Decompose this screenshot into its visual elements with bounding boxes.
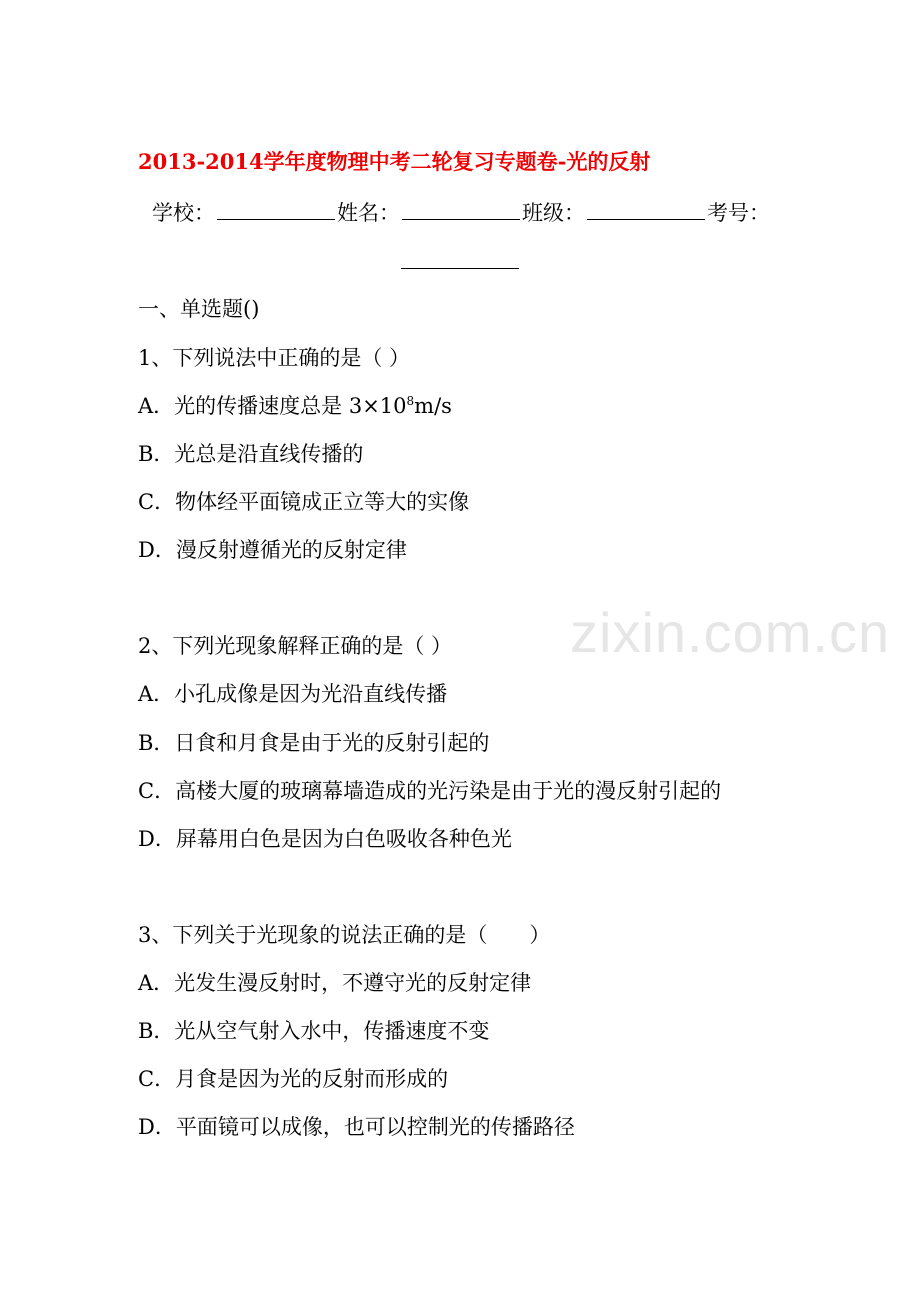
question-2-stem: 2、下列光现象解释正确的是（ ） [138, 634, 453, 658]
watermark: zixin.com.cn [570, 601, 891, 664]
class-blank[interactable] [587, 200, 705, 220]
question-1-option-c: C．物体经平面镜成正立等大的实像 [138, 490, 470, 514]
name-label: 姓名： [337, 201, 400, 225]
question-2-option-d: D．屏幕用白色是因为白色吸收各种色光 [138, 827, 512, 851]
question-2-option-a: A．小孔成像是因为光沿直线传播 [138, 682, 448, 706]
school-label: 学校： [152, 201, 215, 225]
question-3-stem: 3、下列关于光现象的说法正确的是（ ） [138, 923, 551, 947]
document-title: 2013-2014学年度物理中考二轮复习专题卷-光的反射 [138, 149, 651, 174]
number-blank[interactable] [401, 250, 519, 269]
exponent: 8 [406, 394, 415, 408]
question-1-option-b: B．光总是沿直线传播的 [138, 442, 364, 466]
section-heading: 一、单选题() [138, 297, 260, 321]
question-3-option-c: C．月食是因为光的反射而形成的 [138, 1067, 449, 1091]
question-1-option-d: D．漫反射遵循光的反射定律 [138, 538, 407, 562]
name-blank[interactable] [402, 200, 520, 220]
school-blank[interactable] [217, 200, 335, 220]
question-3-option-a: A．光发生漫反射时，不遵守光的反射定律 [138, 971, 532, 995]
question-1-stem: 1、下列说法中正确的是（ ） [138, 346, 411, 370]
option-a-text: A．光的传播速度总是 3×10 [138, 394, 407, 418]
number-label: 考号： [707, 201, 770, 225]
question-3-option-d: D．平面镜可以成像，也可以控制光的传播路径 [138, 1115, 575, 1139]
question-1-option-a [138, 390, 452, 420]
option-a-unit: m/s [414, 394, 452, 418]
question-2-option-b: B．日食和月食是由于光的反射引起的 [138, 731, 490, 755]
student-info-line [152, 197, 770, 227]
question-2-option-c: C．高楼大厦的玻璃幕墙造成的光污染是由于光的漫反射引起的 [138, 779, 722, 803]
class-label: 班级： [522, 201, 585, 225]
question-3-option-b: B．光从空气射入水中，传播速度不变 [138, 1019, 490, 1043]
